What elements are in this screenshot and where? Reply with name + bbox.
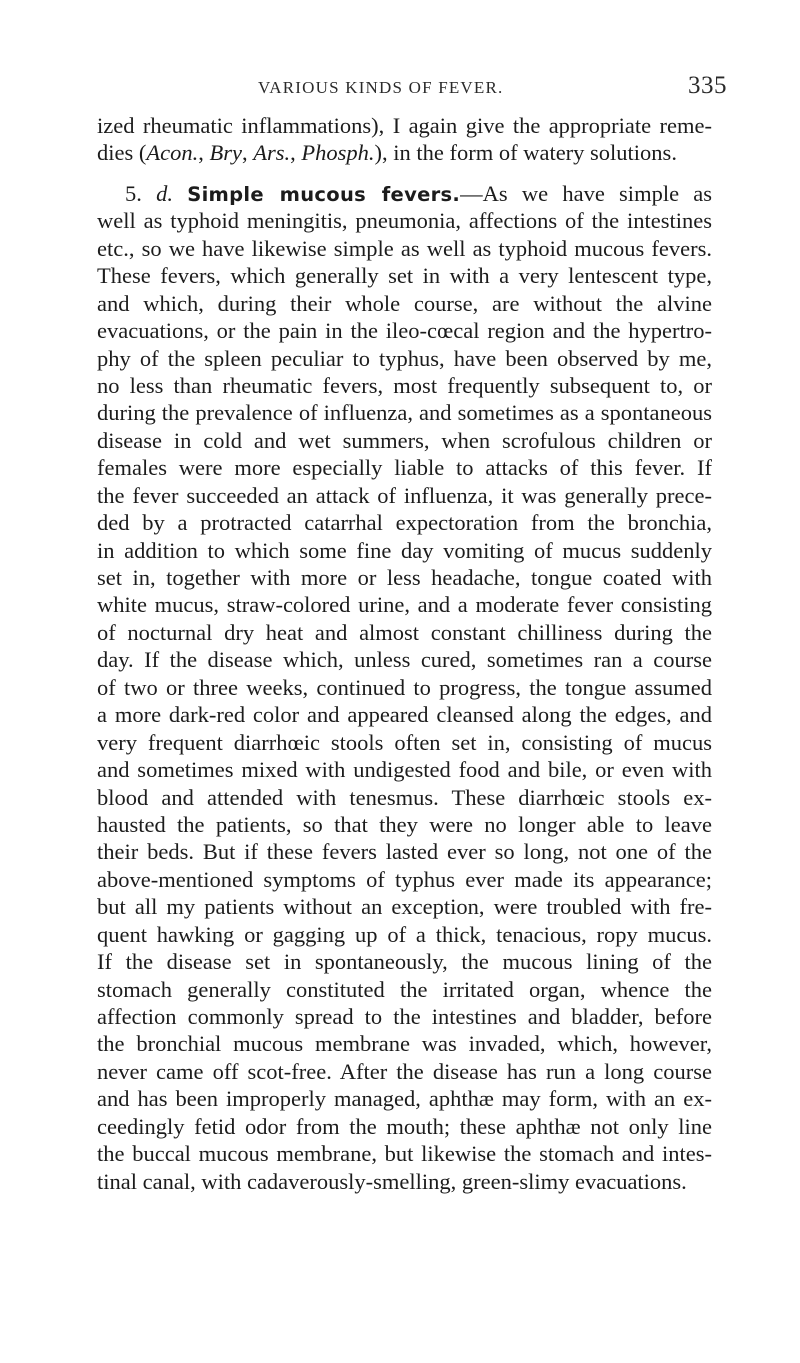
text-run: , <box>198 140 210 166</box>
section-heading: Simple mucous fevers. <box>187 182 461 206</box>
running-title: VARIOUS KINDS OF FEVER. <box>258 78 504 97</box>
text-line: quent hawking or gagging up of a thick, tenacious, ropy mucus. <box>97 921 712 947</box>
text-run: , <box>241 140 254 166</box>
text-line <box>97 112 712 139</box>
text-line: well as typhoid meningitis, pneumonia, affections of the intestines <box>97 208 712 234</box>
text-line: day. If the disease which, unless cured, sometimes ran a course <box>97 647 712 673</box>
text-line: ceedingly fetid odor from the mouth; these aphthæ not only line <box>97 1113 712 1139</box>
text-line: If the disease set in spontaneously, the mucous lining of the <box>97 949 712 975</box>
text-line: the bronchial mucous membrane was invaded, which, however, <box>97 1031 712 1057</box>
text-line: evacuations, or the pain in the ileo-cœcal region and the hypertro- <box>97 318 712 344</box>
text-line: of nocturnal dry heat and almost constant chilliness during the <box>97 619 712 645</box>
text-line: tinal canal, with cadaverously-smelling, green-slimy evacuations. <box>97 1168 687 1194</box>
text-line: in addition to which some fine day vomiting of mucus suddenly <box>97 537 712 563</box>
text-line: hausted the patients, so that they were no longer able to leave <box>97 811 712 837</box>
text-line: females were more especially liable to attacks of this fever. If <box>97 455 712 481</box>
text-line: etc., so we have likewise simple as well as typhoid mucous fevers. <box>97 235 712 261</box>
text-run: ized rheumatic inflammations), I again give the appropriate reme- <box>97 113 712 138</box>
text-line: of two or three weeks, continued to progress, the tongue assumed <box>97 674 712 700</box>
text-line: and which, during their whole course, are without the alvine <box>97 290 712 316</box>
text-line: ded by a protracted catarrhal expectoration from the bronchia, <box>97 510 712 536</box>
remedy-name: Ars. <box>253 140 291 166</box>
remedy-name: Phosph. <box>301 140 375 166</box>
text-line: their beds. But if these fevers lasted ever so long, not one of the <box>97 839 712 865</box>
section-number: 5. <box>125 180 142 206</box>
text-line: affection commonly spread to the intestines and bladder, before <box>97 1004 712 1029</box>
paragraph-break <box>97 167 712 180</box>
text-line: and sometimes mixed with undigested food and bile, or even with <box>97 757 712 783</box>
text-run: , <box>290 140 302 166</box>
text-line: no less than rheumatic fevers, most frequently subsequent to, or <box>97 372 712 398</box>
text-run: —As we have simple as <box>460 180 713 206</box>
page-number: 335 <box>688 72 727 99</box>
text-line: never came off scot-free. After the disease has run a long course <box>97 1058 712 1084</box>
text-line: phy of the spleen peculiar to typhus, have been observed by me, <box>97 345 712 371</box>
text-line: white mucus, straw-colored urine, and a moderate fever consisting <box>97 592 712 618</box>
text-line: during the prevalence of influenza, and sometimes as a spontaneous <box>97 400 712 426</box>
text-line: These fevers, which generally set in with a very lentescent type, <box>97 263 712 289</box>
text-line: disease in cold and wet summers, when scrofulous children or <box>97 427 712 453</box>
body-text <box>97 112 712 1195</box>
text-line: and has been improperly managed, aphthæ may form, with an ex- <box>97 1086 712 1112</box>
text-line: set in, together with more or less headache, tongue coated with <box>97 565 712 590</box>
text-line: but all my patients without an exception, were troubled with fre- <box>97 894 712 920</box>
text-run: ), in the form of watery solutions. <box>374 140 677 166</box>
text-line: the fever succeeded an attack of influenza, it was generally prece- <box>97 482 712 508</box>
text-line <box>97 180 712 207</box>
section-letter: d. <box>156 180 173 206</box>
text-line: blood and attended with tenesmus. These diarrhœic stools ex- <box>97 784 712 810</box>
text-line: above-mentioned symptoms of typhus ever made its appearance; <box>97 866 712 892</box>
remedy-name: Acon. <box>146 140 199 166</box>
text-line: stomach generally constituted the irritated organ, whence the <box>97 976 712 1002</box>
running-head <box>0 72 800 102</box>
text-line <box>97 139 712 166</box>
text-line: the buccal mucous membrane, but likewise the stomach and intes- <box>97 1141 712 1167</box>
text-run: dies ( <box>97 140 147 166</box>
remedy-name: Bry <box>209 140 242 166</box>
text-line: very frequent diarrhœic stools often set in, consisting of mucus <box>97 729 712 755</box>
text-line: a more dark-red color and appeared cleansed along the edges, and <box>97 702 712 728</box>
